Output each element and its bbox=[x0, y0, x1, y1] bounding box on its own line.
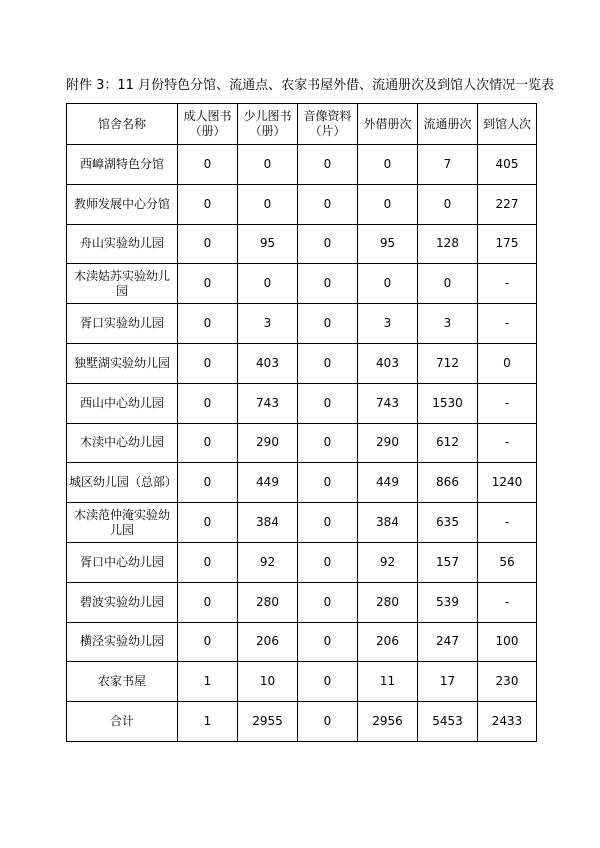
value-cell: 0 bbox=[298, 622, 358, 662]
column-header: 馆舍名称 bbox=[67, 104, 178, 145]
table-row bbox=[67, 702, 537, 742]
column-header: 外借册次 bbox=[358, 104, 418, 145]
value-cell: 0 bbox=[298, 343, 358, 383]
table-body bbox=[67, 145, 537, 742]
venue-name-cell: 胥口中心幼儿园 bbox=[67, 542, 178, 582]
value-cell: 0 bbox=[298, 662, 358, 702]
table-row bbox=[67, 423, 537, 463]
value-cell: 95 bbox=[238, 224, 298, 264]
value-cell: 0 bbox=[238, 264, 298, 304]
venue-name-cell: 合计 bbox=[67, 702, 178, 742]
value-cell: 539 bbox=[418, 582, 478, 622]
value-cell: - bbox=[478, 304, 537, 344]
value-cell: 743 bbox=[358, 383, 418, 423]
value-cell: - bbox=[478, 264, 537, 304]
value-cell: 247 bbox=[418, 622, 478, 662]
column-header: 少儿图书（册） bbox=[238, 104, 298, 145]
venue-name-cell: 教师发展中心分馆 bbox=[67, 184, 178, 224]
value-cell: 0 bbox=[298, 304, 358, 344]
value-cell: 449 bbox=[238, 463, 298, 503]
column-header: 成人图书（册） bbox=[178, 104, 238, 145]
table-header-row bbox=[67, 104, 537, 145]
value-cell: - bbox=[478, 383, 537, 423]
value-cell: 612 bbox=[418, 423, 478, 463]
value-cell: 635 bbox=[418, 503, 478, 543]
value-cell: 0 bbox=[178, 622, 238, 662]
value-cell: 1240 bbox=[478, 463, 537, 503]
value-cell: 0 bbox=[178, 343, 238, 383]
value-cell: 0 bbox=[298, 383, 358, 423]
value-cell: - bbox=[478, 423, 537, 463]
value-cell: 100 bbox=[478, 622, 537, 662]
value-cell: 449 bbox=[358, 463, 418, 503]
value-cell: 0 bbox=[358, 264, 418, 304]
value-cell: 7 bbox=[418, 145, 478, 185]
statistics-table bbox=[66, 103, 537, 742]
value-cell: 280 bbox=[358, 582, 418, 622]
value-cell: - bbox=[478, 582, 537, 622]
value-cell: 95 bbox=[358, 224, 418, 264]
value-cell: 280 bbox=[238, 582, 298, 622]
value-cell: 0 bbox=[178, 224, 238, 264]
value-cell: 11 bbox=[358, 662, 418, 702]
value-cell: 2955 bbox=[238, 702, 298, 742]
value-cell: 403 bbox=[238, 343, 298, 383]
value-cell: 0 bbox=[298, 224, 358, 264]
value-cell: 0 bbox=[358, 184, 418, 224]
value-cell: 3 bbox=[358, 304, 418, 344]
venue-name-cell: 西山中心幼儿园 bbox=[67, 383, 178, 423]
value-cell: 0 bbox=[298, 542, 358, 582]
value-cell: 0 bbox=[178, 423, 238, 463]
value-cell: 5453 bbox=[418, 702, 478, 742]
venue-name-cell: 碧波实验幼儿园 bbox=[67, 582, 178, 622]
table-row bbox=[67, 542, 537, 582]
value-cell: 157 bbox=[418, 542, 478, 582]
value-cell: 743 bbox=[238, 383, 298, 423]
value-cell: 92 bbox=[358, 542, 418, 582]
table-row bbox=[67, 463, 537, 503]
table-row bbox=[67, 343, 537, 383]
value-cell: 0 bbox=[178, 145, 238, 185]
value-cell: 10 bbox=[238, 662, 298, 702]
table-row bbox=[67, 184, 537, 224]
venue-name-cell: 木渎范仲淹实验幼儿园 bbox=[67, 503, 178, 543]
value-cell: 128 bbox=[418, 224, 478, 264]
value-cell: 0 bbox=[478, 343, 537, 383]
value-cell: - bbox=[478, 503, 537, 543]
value-cell: 1530 bbox=[418, 383, 478, 423]
value-cell: 206 bbox=[358, 622, 418, 662]
table-row bbox=[67, 503, 537, 543]
value-cell: 0 bbox=[298, 184, 358, 224]
value-cell: 866 bbox=[418, 463, 478, 503]
venue-name-cell: 西嶂湖特色分馆 bbox=[67, 145, 178, 185]
value-cell: 0 bbox=[298, 463, 358, 503]
value-cell: 0 bbox=[298, 264, 358, 304]
value-cell: 0 bbox=[178, 582, 238, 622]
value-cell: 0 bbox=[298, 702, 358, 742]
venue-name-cell: 木渎中心幼儿园 bbox=[67, 423, 178, 463]
table-row bbox=[67, 224, 537, 264]
value-cell: 17 bbox=[418, 662, 478, 702]
value-cell: 0 bbox=[418, 264, 478, 304]
table-row bbox=[67, 383, 537, 423]
value-cell: 0 bbox=[298, 145, 358, 185]
value-cell: 206 bbox=[238, 622, 298, 662]
column-header: 到馆人次 bbox=[478, 104, 537, 145]
value-cell: 384 bbox=[238, 503, 298, 543]
value-cell: 290 bbox=[238, 423, 298, 463]
document-title: 附件 3：11 月份特色分馆、流通点、农家书屋外借、流通册次及到馆人次情况一览表 bbox=[66, 78, 555, 93]
value-cell: 384 bbox=[358, 503, 418, 543]
value-cell: 227 bbox=[478, 184, 537, 224]
value-cell: 175 bbox=[478, 224, 537, 264]
value-cell: 0 bbox=[418, 184, 478, 224]
value-cell: 712 bbox=[418, 343, 478, 383]
venue-name-cell: 农家书屋 bbox=[67, 662, 178, 702]
value-cell: 0 bbox=[358, 145, 418, 185]
value-cell: 0 bbox=[178, 463, 238, 503]
value-cell: 405 bbox=[478, 145, 537, 185]
value-cell: 0 bbox=[238, 184, 298, 224]
value-cell: 0 bbox=[178, 503, 238, 543]
value-cell: 0 bbox=[178, 542, 238, 582]
value-cell: 230 bbox=[478, 662, 537, 702]
column-header: 音像资料（片） bbox=[298, 104, 358, 145]
value-cell: 0 bbox=[298, 423, 358, 463]
value-cell: 0 bbox=[178, 184, 238, 224]
value-cell: 290 bbox=[358, 423, 418, 463]
table-row bbox=[67, 304, 537, 344]
venue-name-cell: 独墅湖实验幼儿园 bbox=[67, 343, 178, 383]
value-cell: 3 bbox=[238, 304, 298, 344]
value-cell: 3 bbox=[418, 304, 478, 344]
table-row bbox=[67, 622, 537, 662]
value-cell: 92 bbox=[238, 542, 298, 582]
venue-name-cell: 木渎姑苏实验幼儿园 bbox=[67, 264, 178, 304]
column-header: 流通册次 bbox=[418, 104, 478, 145]
value-cell: 56 bbox=[478, 542, 537, 582]
value-cell: 0 bbox=[178, 264, 238, 304]
value-cell: 0 bbox=[298, 582, 358, 622]
value-cell: 0 bbox=[238, 145, 298, 185]
table-row bbox=[67, 582, 537, 622]
table-row bbox=[67, 145, 537, 185]
value-cell: 0 bbox=[178, 304, 238, 344]
value-cell: 2433 bbox=[478, 702, 537, 742]
venue-name-cell: 舟山实验幼儿园 bbox=[67, 224, 178, 264]
value-cell: 403 bbox=[358, 343, 418, 383]
value-cell: 2956 bbox=[358, 702, 418, 742]
venue-name-cell: 胥口实验幼儿园 bbox=[67, 304, 178, 344]
value-cell: 1 bbox=[178, 662, 238, 702]
value-cell: 1 bbox=[178, 702, 238, 742]
table-row bbox=[67, 662, 537, 702]
venue-name-cell: 城区幼儿园（总部） bbox=[67, 463, 178, 503]
value-cell: 0 bbox=[298, 503, 358, 543]
value-cell: 0 bbox=[178, 383, 238, 423]
venue-name-cell: 横泾实验幼儿园 bbox=[67, 622, 178, 662]
table-row bbox=[67, 264, 537, 304]
